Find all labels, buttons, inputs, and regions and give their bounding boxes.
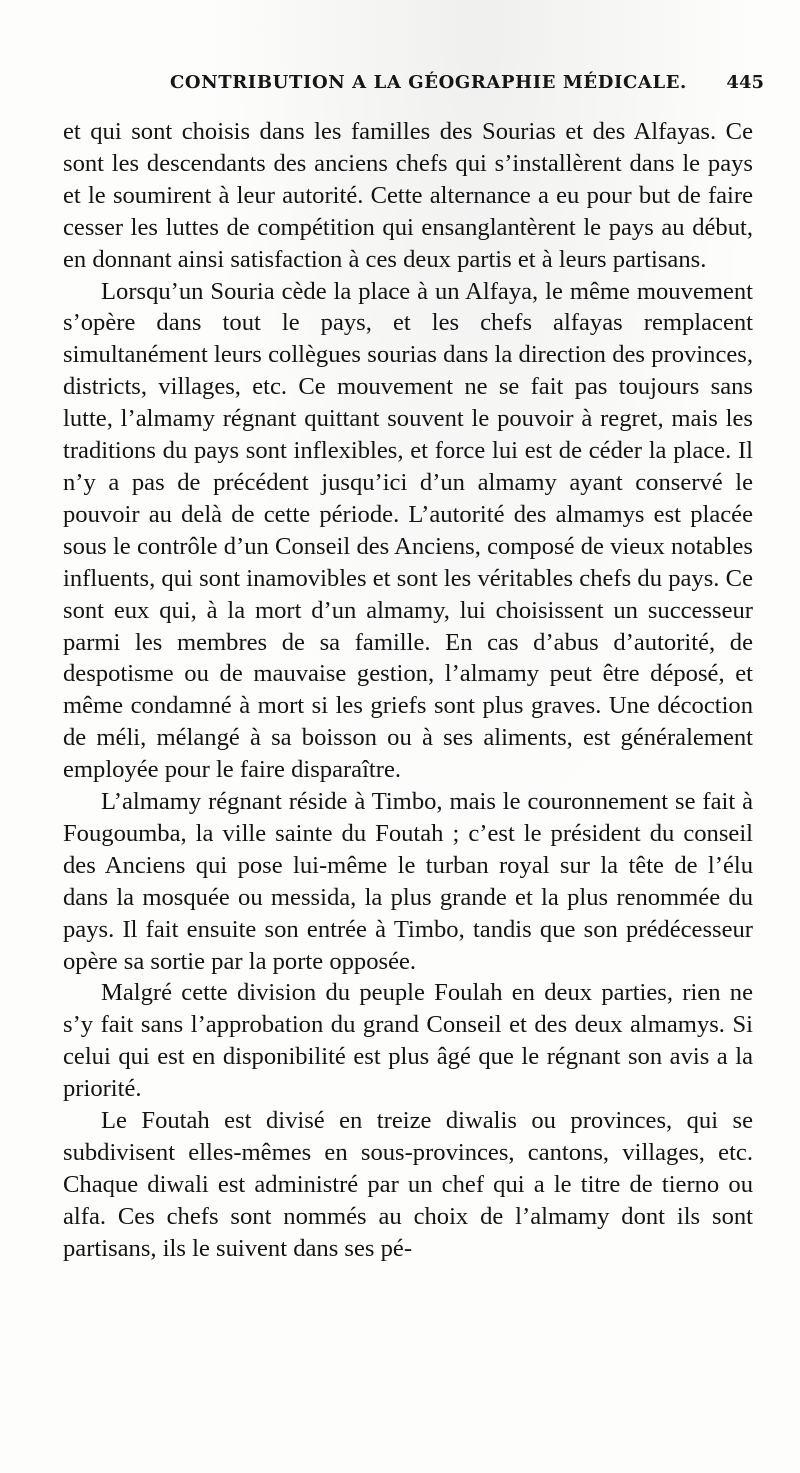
- running-head: [58, 70, 770, 102]
- paragraph: Lorsqu’un Souria cède la place à un Alfaya, le même mouvement s’opère dans tout le pays, et les chefs alfayas remplacent simultanément leurs collègues sourias dans la direction des provinces, districts, villages, etc. Ce mouvement ne se fait pas toujours sans lutte, l’almamy régnant quittant souvent le pouvoir à regret, mais les traditions du pays sont inflexibles, et force lui est de céder la place. Il n’y a pas de précédent jusqu’ici d’un almamy ayant conservé le pouvoir au delà de cette période. L’autorité des almamys est placée sous le contrôle d’un Conseil des Anciens, composé de vieux notables influents, qui sont inamovibles et sont les véritables chefs du pays. Ce sont eux qui, à la mort d’un almamy, lui choisissent un successeur parmi les membres de sa famille. En cas d’abus d’autorité, de despotisme ou de mauvaise gestion, l’almamy peut être déposé, et même condamné à mort si les griefs sont plus graves. Une décoction de méli, mélangé à sa boisson ou à ses aliments, est généralement employée pour le faire disparaître.: [63, 277, 753, 784]
- running-title: CONTRIBUTION A LA GÉOGRAPHIE MÉDICALE.: [170, 72, 687, 93]
- paragraph: L’almamy régnant réside à Timbo, mais le couronnement se fait à Fougoumba, la ville sainte du Foutah ; c’est le président du conseil des Anciens qui pose lui-même le turban royal sur la tête de l’élu dans la mosquée ou messida, la plus grande et la plus renommée du pays. Il fait ensuite son entrée à Timbo, tandis que son prédécesseur opère sa sortie par la porte opposée.: [63, 788, 753, 975]
- paragraph: Le Foutah est divisé en treize diwalis ou provinces, qui se subdivisent elles-mêmes en sous-provinces, cantons, villages, etc. Chaque diwali est administré par un chef qui a le titre de tierno ou alfa. Ces chefs sont nommés au choix de l’almamy dont ils sont partisans, ils le suivent dans ses pé-: [63, 1107, 753, 1262]
- page-number: 445: [726, 72, 764, 93]
- paragraph: Malgré cette division du peuple Foulah en deux parties, rien ne s’y fait sans l’approbation du grand Conseil et des deux almamys. Si celui qui est en disponibilité est plus âgé que le régnant son avis a la priorité.: [63, 979, 753, 1103]
- paragraph: et qui sont choisis dans les familles des Sourias et des Alfayas. Ce sont les descendants des anciens chefs qui s’installèrent dans le pays et le soumirent à leur autorité. Cette alternance a eu pour but de faire cesser les luttes de compétition qui ensanglantèrent le pays au début, en donnant ainsi satisfaction à ces deux partis et à leurs partisans.: [63, 118, 753, 273]
- body-text: [63, 116, 753, 1265]
